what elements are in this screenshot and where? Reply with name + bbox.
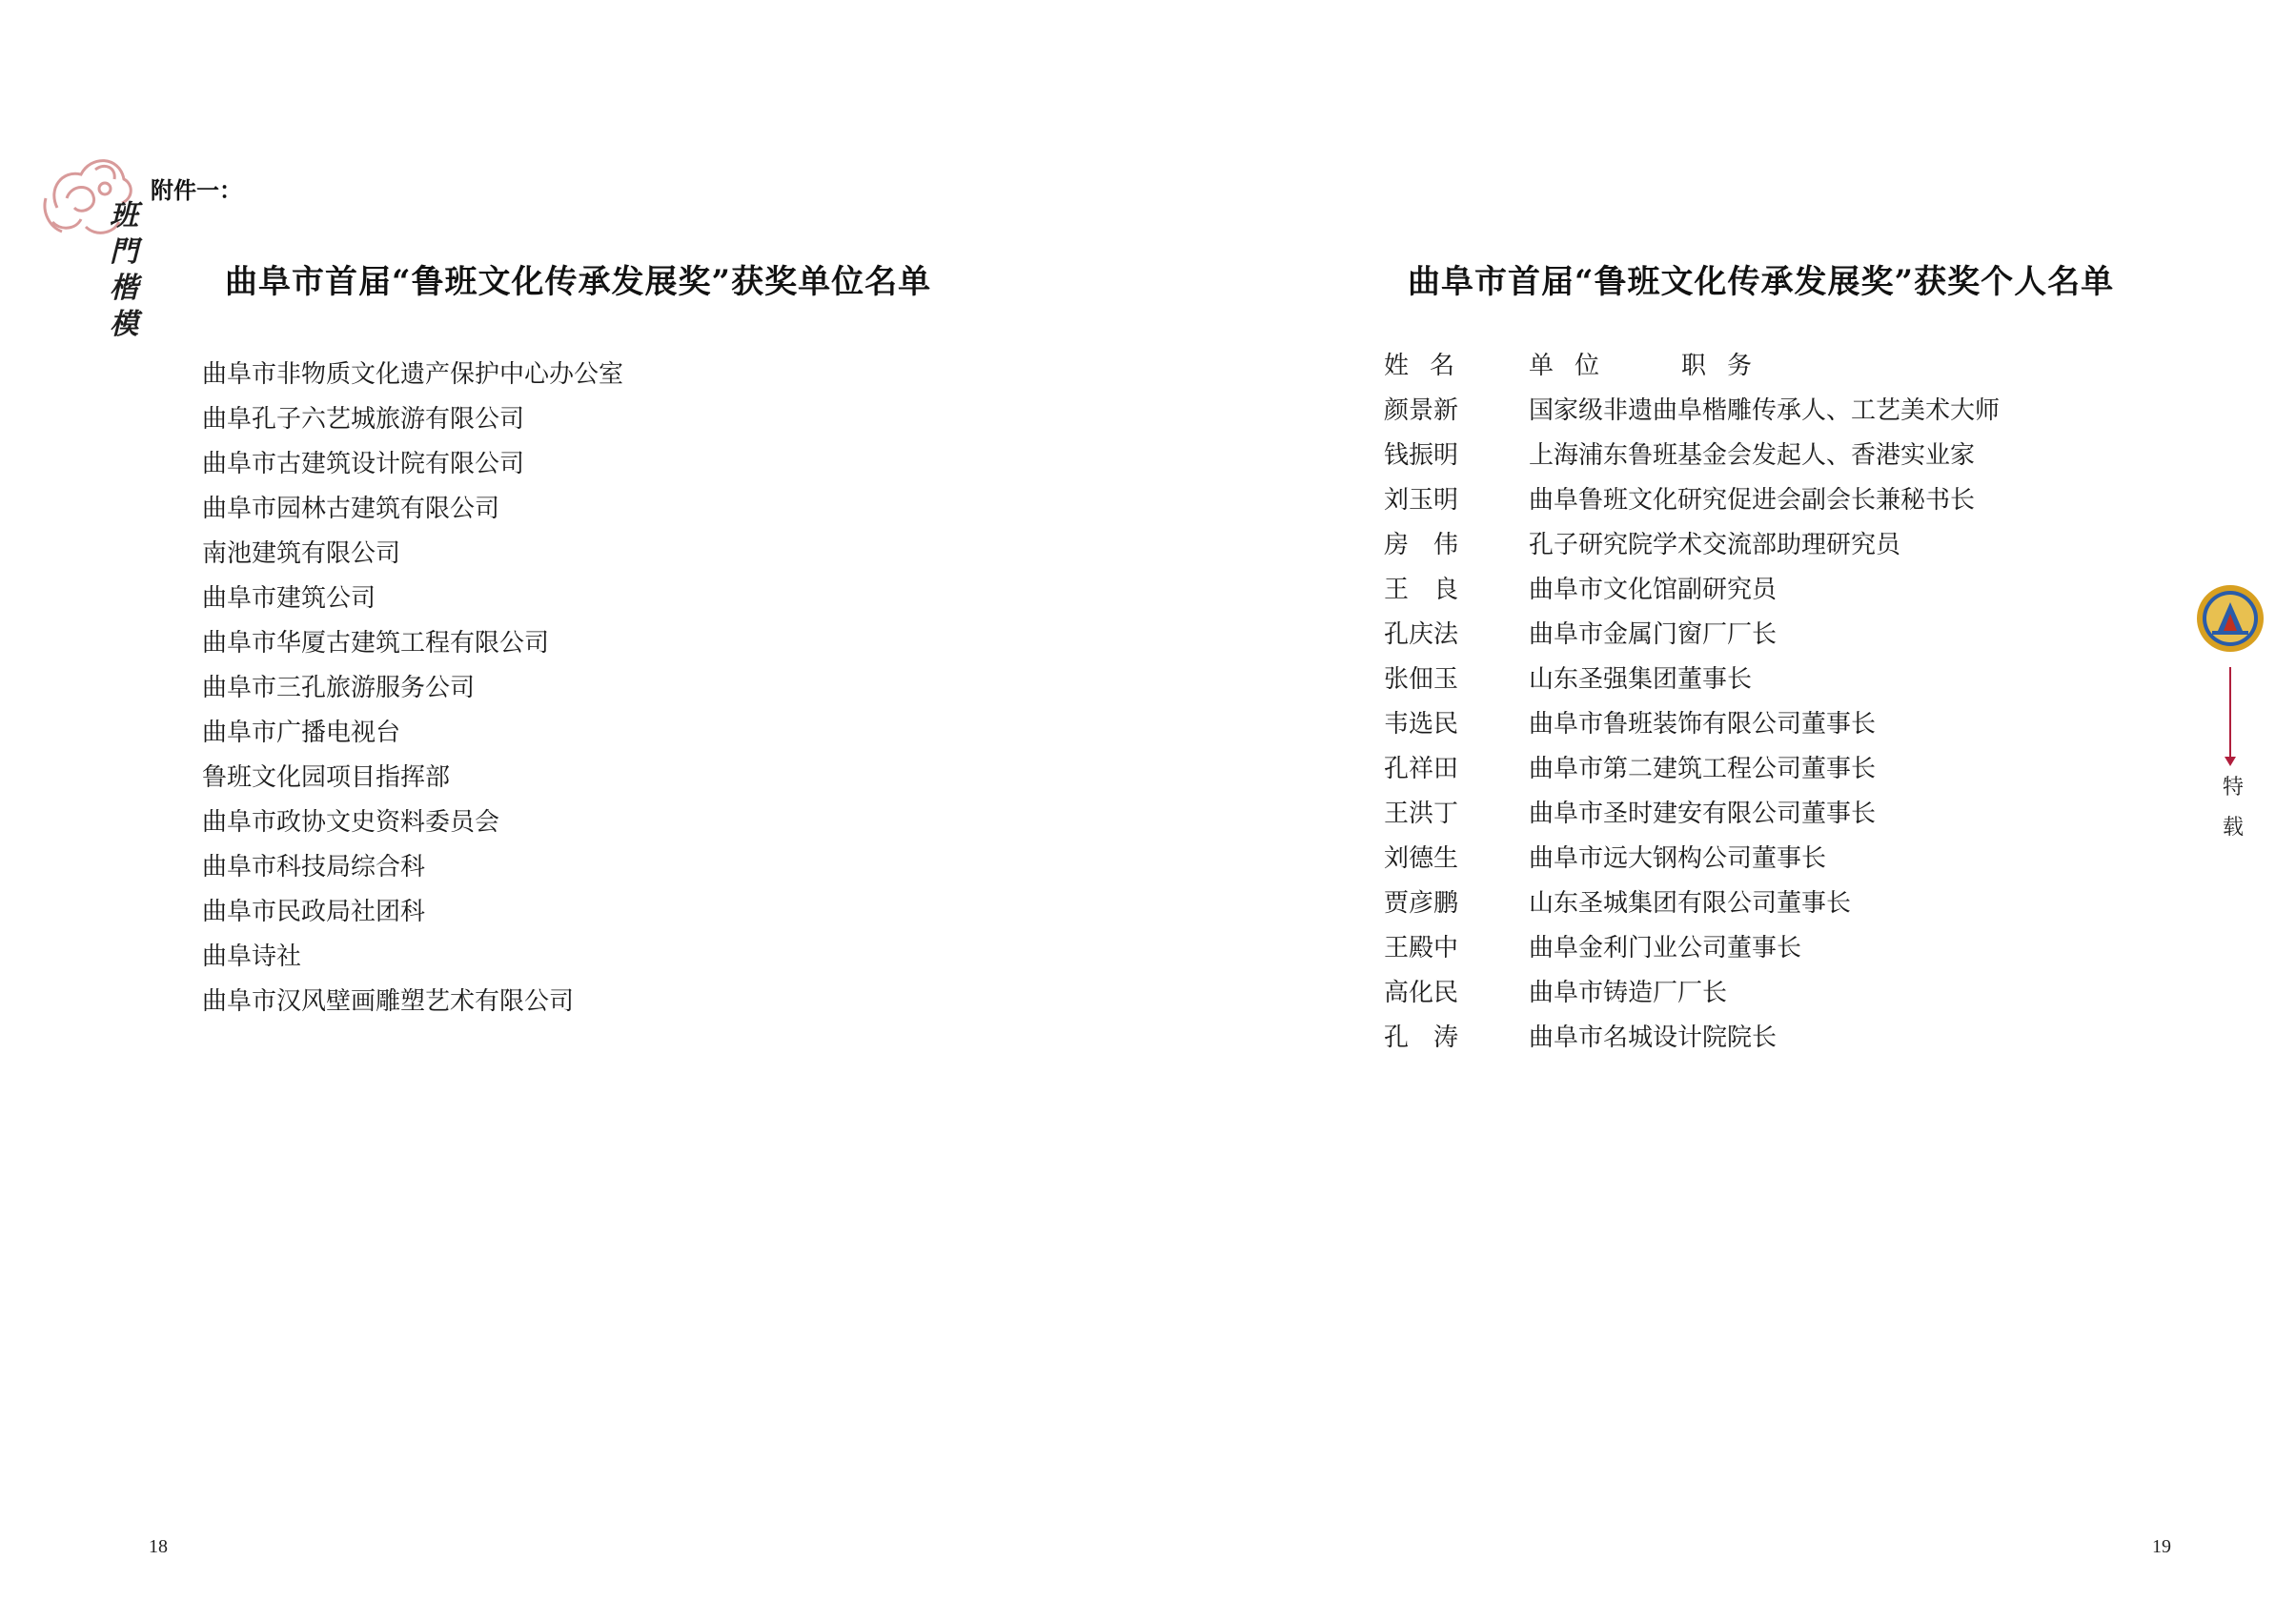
list-item: 曲阜市非物质文化遗产保护中心办公室	[202, 360, 624, 389]
list-item: 曲阜孔子六艺城旅游有限公司	[202, 405, 525, 434]
table-row	[1384, 655, 2000, 699]
luban-emblem-icon	[2195, 583, 2266, 654]
person-unit: 曲阜金利门业公司董事长	[1529, 934, 1802, 962]
list-item: 曲阜市古建筑设计院有限公司	[202, 450, 525, 478]
person-unit: 国家级非遗曲阜楷雕传承人、工艺美术大师	[1529, 396, 2001, 425]
person-name: 孔庆法	[1384, 620, 1459, 649]
list-item: 曲阜市科技局综合科	[202, 853, 426, 881]
header-unit: 单位	[1529, 352, 1621, 380]
unit-list	[202, 353, 623, 1024]
table-header-row	[1384, 341, 2000, 386]
person-name: 贾彦鹏	[1384, 889, 1459, 918]
list-item: 曲阜市华厦古建筑工程有限公司	[202, 629, 550, 658]
person-unit: 曲阜市金属门窗厂厂长	[1529, 620, 1778, 649]
table-row	[1384, 968, 2000, 1013]
list-item: 曲阜市园林古建筑有限公司	[202, 495, 500, 523]
person-unit: 上海浦东鲁班基金会发起人、香港实业家	[1529, 441, 1976, 470]
list-item: 曲阜市三孔旅游服务公司	[202, 674, 476, 702]
page-number-right: 19	[2152, 1536, 2171, 1557]
table-row	[1384, 476, 2000, 520]
list-item: 鲁班文化园项目指挥部	[202, 763, 451, 792]
table-row	[1384, 834, 2000, 879]
person-name: 房 伟	[1384, 531, 1459, 559]
person-name: 钱振明	[1384, 441, 1459, 470]
person-name: 颜景新	[1384, 396, 1459, 425]
table-row	[1384, 431, 2000, 476]
person-name: 孔 涛	[1384, 1023, 1459, 1052]
table-row	[1384, 879, 2000, 923]
list-item: 曲阜市建筑公司	[202, 584, 376, 613]
table-row	[1384, 699, 2000, 744]
table-row	[1384, 565, 2000, 610]
person-unit: 山东圣强集团董事长	[1529, 665, 1753, 694]
person-unit: 孔子研究院学术交流部助理研究员	[1529, 531, 1901, 559]
person-unit: 曲阜市名城设计院院长	[1529, 1023, 1778, 1052]
list-item: 曲阜市政协文史资料委员会	[202, 808, 500, 837]
person-name: 刘德生	[1384, 844, 1459, 873]
list-item: 曲阜市汉风壁画雕塑艺术有限公司	[202, 987, 575, 1016]
list-item: 曲阜市广播电视台	[202, 719, 401, 747]
person-unit: 山东圣城集团有限公司董事长	[1529, 889, 1852, 918]
person-unit: 曲阜市第二建筑工程公司董事长	[1529, 755, 1877, 783]
person-name: 王洪丁	[1384, 800, 1459, 828]
person-name: 孔祥田	[1384, 755, 1459, 783]
table-row	[1384, 923, 2000, 968]
page-number-left: 18	[149, 1536, 168, 1557]
person-unit: 曲阜市远大钢构公司董事长	[1529, 844, 1827, 873]
table-row	[1384, 386, 2000, 431]
person-unit: 曲阜鲁班文化研究促进会副会长兼秘书长	[1529, 486, 1976, 515]
list-item: 曲阜市民政局社团科	[202, 898, 426, 926]
people-table	[1384, 341, 2000, 1058]
person-name: 王殿中	[1384, 934, 1459, 962]
table-row	[1384, 744, 2000, 789]
person-name: 韦选民	[1384, 710, 1459, 739]
person-unit: 曲阜市鲁班装饰有限公司董事长	[1529, 710, 1877, 739]
table-row	[1384, 520, 2000, 565]
table-row	[1384, 610, 2000, 655]
units-title: 曲阜市首届“鲁班文化传承发展奖”获奖单位名单	[225, 263, 932, 301]
side-tag: 特 载	[2222, 776, 2244, 840]
person-unit: 曲阜市文化馆副研究员	[1529, 576, 1778, 604]
list-item: 曲阜诗社	[202, 942, 302, 971]
attachment-label: 附件一：	[151, 177, 242, 204]
people-title: 曲阜市首届“鲁班文化传承发展奖”获奖个人名单	[1408, 263, 2115, 301]
person-unit: 曲阜市铸造厂厂长	[1529, 979, 1728, 1007]
person-unit: 曲阜市圣时建安有限公司董事长	[1529, 800, 1877, 828]
person-name: 王 良	[1384, 576, 1459, 604]
logo-text: 班 門 楷 模	[110, 199, 138, 341]
person-name: 张佃玉	[1384, 665, 1459, 694]
side-arrow	[2229, 667, 2231, 759]
person-name: 高化民	[1384, 979, 1459, 1007]
header-role: 职务	[1681, 352, 1774, 380]
logo	[38, 141, 143, 341]
list-item: 南池建筑有限公司	[202, 539, 401, 568]
table-row	[1384, 1013, 2000, 1058]
person-name: 刘玉明	[1384, 486, 1459, 515]
table-row	[1384, 789, 2000, 834]
header-name: 姓名	[1384, 352, 1476, 380]
